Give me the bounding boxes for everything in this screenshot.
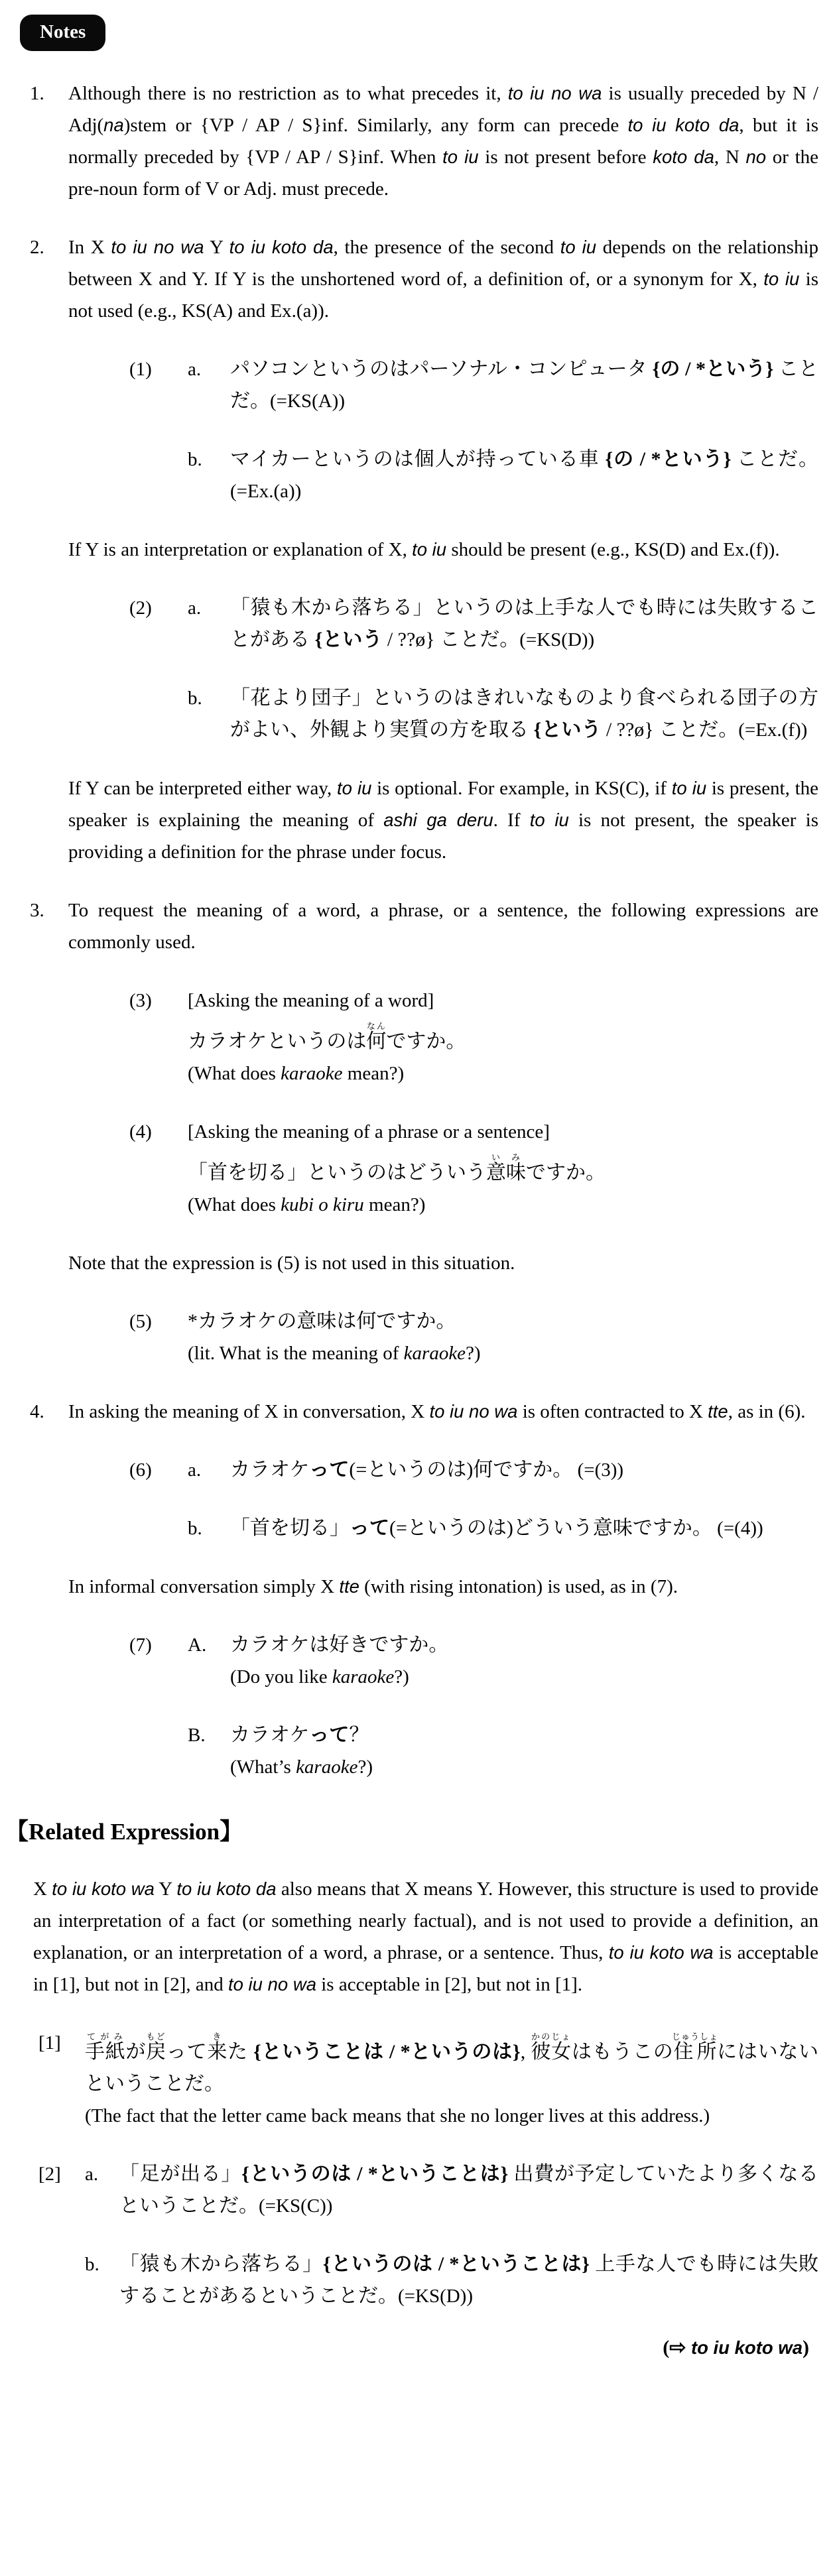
example-line — [230, 1661, 818, 1693]
english-text: should be present (e.g., KS(D) and Ex.(f)). — [446, 539, 780, 560]
example-body — [230, 592, 818, 656]
cross-reference — [0, 2335, 809, 2361]
related-expression-header: 【Related Expression】 — [5, 1819, 243, 1845]
english-text: is not present before — [478, 147, 653, 168]
example-sublabel: b. — [85, 2254, 99, 2275]
numbered-example — [129, 1116, 818, 1221]
japanese-text: , — [520, 2041, 531, 2063]
ruby-annotation: 手紙てがみ — [85, 2032, 126, 2063]
example-sublabel: b. — [188, 688, 202, 709]
example-body — [230, 1512, 818, 1544]
bracketed-example — [38, 2027, 818, 2132]
english-text: If Y can be interpreted either way, — [68, 778, 337, 799]
english-text: is acceptable in [2], but not in [1]. — [316, 1974, 583, 1995]
romaji-term: to iu no wa — [507, 83, 602, 103]
paragraph — [33, 1873, 818, 2000]
romaji-term: to iu koto da — [627, 115, 740, 135]
romaji-term: to iu — [529, 810, 569, 830]
english-text: ) — [803, 2337, 809, 2359]
example-body — [230, 444, 818, 507]
note-item-text — [68, 78, 818, 205]
english-text: or the pre-noun form of V or Adj. must precede. — [68, 147, 819, 200]
japanese-text: / ??ø} — [382, 629, 435, 650]
example-line — [230, 1454, 818, 1486]
english-text: [Asking the meaning of a phrase or a sentence] — [188, 1121, 550, 1142]
example-label: [1] — [38, 2032, 61, 2054]
example-line — [188, 1306, 818, 1337]
example-sublabel: b. — [188, 1518, 202, 1539]
example-body — [230, 1629, 818, 1693]
english-text: Y — [154, 1878, 177, 1900]
example-body — [230, 682, 818, 746]
example-line — [230, 682, 818, 746]
ruby-annotation: 意味いみ — [486, 1152, 526, 1184]
english-text: (Do you like — [230, 1666, 332, 1687]
content — [0, 78, 837, 2361]
note-item-number: 4. — [30, 1401, 44, 1422]
japanese-text: カラオケ — [230, 1459, 310, 1481]
example-line — [230, 1629, 818, 1661]
japanese-text: カラオケは好きですか。 — [230, 1634, 449, 1656]
japanese-text: って — [350, 1517, 389, 1539]
numbered-example — [129, 1454, 818, 1486]
note-item-number: 1. — [30, 83, 44, 104]
english-text: also means that X means Y. However, this structure is used to provide an interpretation of a fact (or something nearly factual), and is not used to provide a definition, an explanation, or an interpretation of a word, a phrase, or a sentence. Thus, — [33, 1878, 818, 1963]
romaji-term: to iu — [336, 778, 372, 798]
example-line — [188, 1116, 818, 1148]
example-sublabel: b. — [188, 449, 202, 470]
numbered-example — [129, 353, 818, 417]
note-item-number: 3. — [30, 900, 44, 921]
romaji-term: koto da — [653, 147, 714, 167]
japanese-text: (=というのは)何ですか。 — [349, 1459, 573, 1481]
japanese-text: {の / *という} — [652, 358, 774, 380]
note-item — [30, 78, 818, 205]
example-label — [129, 682, 188, 746]
example-body — [188, 1306, 818, 1369]
italic-term: karaoke — [296, 1756, 358, 1778]
romaji-term: no — [745, 147, 767, 167]
example-label — [38, 2248, 85, 2312]
japanese-text: カラオケ — [230, 1724, 310, 1746]
english-text: (=KS(C)) — [259, 2195, 333, 2217]
english-text: If Y is an interpretation or explanation of X, — [68, 539, 413, 560]
romaji-term: to iu — [442, 147, 479, 167]
paragraph — [68, 1571, 818, 1603]
numbered-example — [129, 985, 818, 1089]
example-label: (2) — [129, 597, 152, 619]
japanese-text: {という — [533, 719, 602, 741]
japanese-text: {という — [314, 629, 383, 650]
example-body — [230, 353, 818, 417]
example-sublabel: a. — [188, 597, 202, 619]
note-item — [30, 231, 818, 327]
english-text: . If — [493, 810, 530, 831]
romaji-term: to iu koto wa — [608, 1942, 714, 1963]
bracketed-example — [38, 2158, 818, 2222]
example-label — [129, 1512, 188, 1544]
japanese-text: って — [309, 1724, 350, 1746]
romaji-term: to iu — [560, 237, 597, 257]
english-text: (lit. What is the meaning of — [188, 1343, 404, 1364]
japanese-text: 「首を切る」 — [230, 1517, 350, 1539]
english-text: (⇨ — [663, 2337, 691, 2359]
example-sublabel: B. — [188, 1725, 206, 1746]
romaji-term: tte — [339, 1576, 359, 1597]
example-line — [119, 2158, 818, 2222]
example-line — [188, 1337, 818, 1369]
italic-term: karaoke — [403, 1343, 466, 1364]
romaji-term: to iu — [412, 539, 447, 560]
english-text: ?) — [466, 1343, 481, 1364]
english-text: , as in (6). — [728, 1401, 806, 1422]
japanese-text: ですか。 — [386, 1030, 466, 1052]
romaji-term: to iu no wa — [227, 1974, 316, 1994]
english-text: Y — [204, 237, 229, 258]
japanese-text: って — [166, 2041, 208, 2063]
romaji-term: to iu — [671, 778, 707, 798]
english-text: , N — [714, 147, 746, 168]
japanese-text: {の / *という} — [605, 448, 732, 470]
numbered-example — [129, 1306, 818, 1369]
numbered-example — [129, 444, 818, 507]
example-body — [85, 2027, 818, 2132]
japanese-text: ？ — [349, 1724, 369, 1746]
english-text: (=Ex.(f)) — [738, 719, 808, 741]
japanese-text: にはいないということだ。 — [85, 2041, 819, 2095]
note-item-text — [68, 894, 818, 958]
example-line — [230, 1512, 818, 1544]
example-label: (3) — [129, 990, 152, 1011]
note-item-text — [68, 231, 818, 327]
japanese-text: はもうこの — [571, 2041, 674, 2063]
english-text: (=Ex.(a)) — [230, 481, 302, 502]
italic-term: karaoke — [332, 1666, 395, 1687]
example-line — [188, 1148, 818, 1189]
example-label: (5) — [129, 1311, 152, 1332]
english-text: is often contracted to X — [517, 1401, 708, 1422]
numbered-example — [129, 682, 818, 746]
example-body — [119, 2158, 818, 2222]
english-text: is acceptable in [1], but not in [2], and — [33, 1942, 818, 1995]
example-sublabel: a. — [85, 2164, 99, 2185]
romaji-term: to iu koto wa — [52, 1878, 155, 1899]
japanese-text: パソコンというのはパーソナル・コンピュータ — [230, 358, 653, 380]
numbered-example — [129, 1719, 818, 1783]
english-text: is optional. For example, in KS(C), if — [371, 778, 672, 799]
example-line — [230, 592, 818, 656]
example-line — [85, 2027, 818, 2100]
bracketed-example — [38, 2248, 818, 2312]
japanese-text: {というのは / *ということは} — [241, 2163, 509, 2185]
japanese-text: *カラオケの意味は何ですか。 — [188, 1310, 456, 1332]
example-body — [188, 985, 818, 1089]
english-text: , the presence of the second — [333, 237, 560, 258]
english-text: (=KS(D)) — [519, 629, 595, 650]
example-line — [85, 2100, 818, 2132]
example-label — [129, 444, 188, 507]
example-body — [119, 2248, 818, 2312]
example-line — [188, 1016, 818, 1058]
example-line — [188, 1058, 818, 1089]
japanese-text: 上手な人でも時には失敗することがあるということだ。 — [119, 2253, 819, 2307]
example-line — [230, 353, 818, 417]
example-line — [230, 1719, 818, 1751]
romaji-term: to iu no wa — [429, 1401, 518, 1422]
english-text: (with rising intonation) is used, as in (7). — [359, 1576, 678, 1597]
paragraph — [68, 1247, 818, 1279]
english-text: (=(4)) — [712, 1518, 763, 1539]
japanese-text: 「足が出る」 — [119, 2163, 242, 2185]
note-item-text — [68, 1396, 818, 1428]
example-label: (6) — [129, 1459, 152, 1481]
japanese-text: ですか。 — [526, 1162, 606, 1184]
numbered-example — [129, 1629, 818, 1693]
english-text: To request the meaning of a word, a phrase, or a sentence, the following expressions are commonly used. — [68, 900, 818, 953]
japanese-text: 「猿も木から落ちる」というのは上手な人でも時には失敗することがある — [230, 597, 818, 650]
example-label: (4) — [129, 1121, 152, 1142]
italic-term: kubi o kiru — [281, 1194, 364, 1215]
example-line — [188, 985, 818, 1016]
japanese-text: (=というのは)どういう意味ですか。 — [389, 1517, 712, 1539]
english-text: (What does — [188, 1194, 281, 1215]
example-label: [2] — [38, 2164, 61, 2185]
japanese-text: ことだ。 — [230, 358, 819, 412]
english-text: (=KS(A)) — [270, 391, 345, 412]
japanese-text: ことだ。 — [434, 629, 520, 650]
english-text: Although there is no restriction as to what precedes it, — [68, 83, 508, 104]
japanese-text: 出費が予定していたより多くなるということだ。 — [119, 2163, 819, 2217]
ruby-annotation: 来き — [207, 2032, 228, 2063]
english-text: (What does — [188, 1063, 281, 1084]
english-text: In X — [68, 237, 111, 258]
example-line — [119, 2248, 818, 2312]
note-item — [30, 894, 818, 958]
japanese-text: ことだ。 — [731, 448, 819, 470]
japanese-text: 「花より団子」というのはきれいなものより食べられる団子の方がよい、外観より実質の方を取る — [230, 687, 818, 741]
paragraph — [68, 772, 818, 868]
japanese-text: ことだ。 — [653, 719, 739, 741]
english-text: is not used (e.g., KS(A) and Ex.(a)). — [68, 269, 819, 322]
italic-term: karaoke — [281, 1063, 343, 1084]
romaji-term: tte — [708, 1401, 728, 1422]
paragraph — [68, 534, 818, 566]
english-text: is not present, the speaker is providing a definition for the phrase under focus. — [68, 810, 818, 863]
example-label — [129, 1719, 188, 1783]
romaji-term: to iu koto da — [176, 1878, 277, 1899]
english-text: (=KS(D)) — [398, 2286, 473, 2307]
english-text: (The fact that the letter came back means that she no longer lives at this address.) — [85, 2105, 710, 2126]
example-line — [230, 1751, 818, 1783]
english-text: mean?) — [363, 1194, 426, 1215]
english-text: Note that the expression is (5) is not used in this situation. — [68, 1253, 515, 1274]
ruby-annotation: 戻もど — [146, 2032, 166, 2063]
example-label: (7) — [129, 1634, 152, 1656]
romaji-term: to iu — [763, 269, 800, 289]
ruby-annotation: 住所じゅうしょ — [671, 2032, 718, 2063]
japanese-text: 「首を切る」というのはどういう — [188, 1162, 486, 1184]
english-text: ?) — [357, 1756, 373, 1778]
japanese-text: って — [309, 1459, 350, 1481]
example-body — [230, 1454, 818, 1486]
english-text: depends on the relationship between X and Y. If Y is the unshortened word of, a definition of, or a synonym for X, — [68, 237, 819, 290]
example-body — [188, 1116, 818, 1221]
romaji-term: na — [103, 115, 124, 135]
ruby-annotation: 何なん — [366, 1021, 387, 1052]
english-text: X — [33, 1878, 52, 1900]
example-sublabel: A. — [188, 1634, 207, 1656]
example-label: (1) — [129, 359, 152, 380]
japanese-text: た — [227, 2041, 253, 2063]
english-text: In informal conversation simply X — [68, 1576, 340, 1597]
note-item-number: 2. — [30, 237, 44, 258]
english-text: ?) — [394, 1666, 409, 1687]
english-text: )stem or {VP / AP / S}inf. Similarly, any form can precede — [123, 115, 628, 136]
example-sublabel: a. — [188, 359, 202, 380]
english-text: (What’s — [230, 1756, 296, 1778]
romaji-term: to iu no wa — [111, 237, 204, 257]
english-text: , but it is normally preceded by {VP / AP / S}inf. When — [68, 115, 819, 168]
japanese-text: が — [125, 2041, 147, 2063]
japanese-text: {ということは / *というのは} — [253, 2041, 521, 2063]
note-item — [30, 1396, 818, 1428]
example-body — [230, 1719, 818, 1783]
notes-section-badge: Notes — [20, 15, 105, 51]
ruby-annotation: 彼女かのじょ — [531, 2032, 572, 2063]
romaji-term: to iu koto wa — [690, 2337, 803, 2358]
example-sublabel: a. — [188, 1459, 202, 1481]
example-line — [188, 1189, 818, 1221]
romaji-term: ashi ga deru — [383, 810, 493, 830]
english-text: is usually preceded by N / Adj( — [68, 83, 818, 136]
english-text: [Asking the meaning of a word] — [188, 990, 434, 1011]
english-text: mean?) — [342, 1063, 405, 1084]
japanese-text: 「猿も木から落ちる」 — [119, 2253, 323, 2275]
example-line — [230, 444, 818, 507]
japanese-text: {というのは / *ということは} — [322, 2253, 590, 2275]
english-text: In asking the meaning of X in conversation, X — [68, 1401, 430, 1422]
english-text: (=(3)) — [572, 1459, 624, 1481]
numbered-example — [129, 592, 818, 656]
romaji-term: to iu koto da — [229, 237, 334, 257]
numbered-example — [129, 1512, 818, 1544]
english-text: is present, the speaker is explaining the meaning of — [68, 778, 819, 831]
japanese-text: マイカーというのは個人が持っている車 — [230, 448, 606, 470]
japanese-text: カラオケというのは — [188, 1030, 367, 1052]
japanese-text: / ??ø} — [601, 719, 654, 741]
